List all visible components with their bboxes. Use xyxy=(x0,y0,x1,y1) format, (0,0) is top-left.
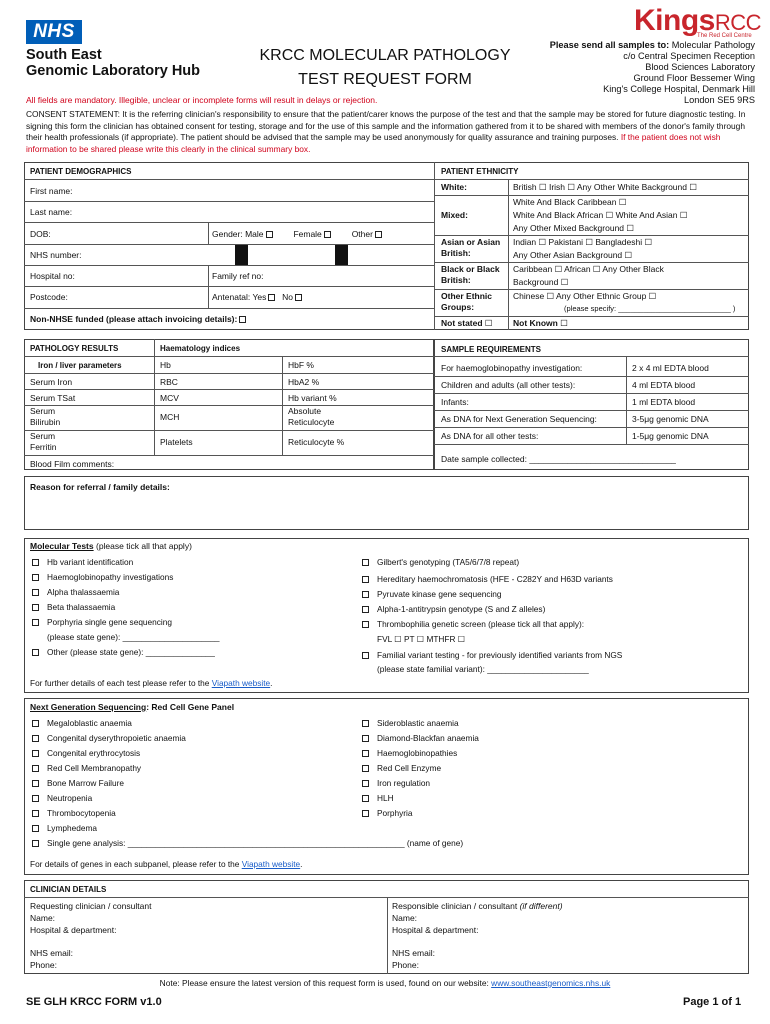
nhs-number-label: NHS number: xyxy=(30,250,82,260)
hbf-label: HbF % xyxy=(288,360,314,370)
address-line: c/o Central Specimen Reception xyxy=(623,51,755,61)
gender-label: Gender: xyxy=(212,229,243,239)
molecular-test-option[interactable]: Thrombophilia genetic screen (please tick all that apply): xyxy=(360,619,584,630)
ethnicity-options[interactable]: Any Other Asian Background ☐ xyxy=(513,250,633,260)
pathology-cell: MCV xyxy=(160,393,179,403)
molecular-further-details: For further details of each test please refer to the Viapath website. xyxy=(30,678,273,688)
familial-variant-input[interactable]: (please state familial variant): ______________________ xyxy=(377,664,589,674)
female-label: Female xyxy=(293,229,322,239)
checkbox[interactable] xyxy=(362,720,369,727)
checkbox[interactable] xyxy=(362,606,369,613)
requesting-hospital-label[interactable]: Hospital & department: xyxy=(30,925,117,935)
title-line-1: KRCC MOLECULAR PATHOLOGY xyxy=(259,47,511,64)
pathology-cell: MCH xyxy=(160,412,180,422)
ngs-title-text: Next Generation Sequencing xyxy=(30,702,147,712)
ngs-panel-option[interactable]: Congenital dyserythropoietic anaemia xyxy=(30,733,186,744)
checkbox[interactable] xyxy=(32,750,39,757)
pathology-cell: RBC xyxy=(160,377,178,387)
molecular-test-option[interactable]: Other (please state gene): _______________ xyxy=(30,647,215,658)
other-checkbox[interactable] xyxy=(375,231,382,238)
ngs-panel-option[interactable]: Diamond-Blackfan anaemia xyxy=(360,733,479,744)
send-address xyxy=(540,40,755,106)
address-line: London SE5 9RS xyxy=(683,95,755,105)
family-ref-label: Family ref no: xyxy=(212,271,264,281)
single-gene-option[interactable]: Single gene analysis: ____________________________________________________________ (name of gene) xyxy=(30,838,463,849)
requesting-email-label[interactable]: NHS email: xyxy=(30,948,73,958)
ethnicity-group-label: Mixed: xyxy=(441,210,468,220)
ethnicity-group-label: Other Ethnic Groups: xyxy=(441,291,493,312)
gender-field xyxy=(212,229,384,240)
female-checkbox[interactable] xyxy=(324,231,331,238)
blood-film-label: Blood Film comments: xyxy=(30,459,115,469)
pathology-cell: Serum Bilirubin xyxy=(30,406,61,427)
checkbox[interactable] xyxy=(32,649,39,656)
male-label: Male xyxy=(245,229,264,239)
form-title xyxy=(230,44,540,92)
ngs-panel-option[interactable]: Sideroblastic anaemia xyxy=(360,718,459,729)
ethnicity-options[interactable]: Background ☐ xyxy=(513,277,569,287)
pathology-cell: HbA2 % xyxy=(288,377,320,387)
address-line: Blood Sciences Laboratory xyxy=(645,62,755,72)
not-stated-option[interactable]: Not stated ☐ xyxy=(441,318,493,328)
ethnicity-options[interactable]: White And Black African ☐ White And Asian ☐ xyxy=(513,210,688,220)
address-line: Ground Floor Bessemer Wing xyxy=(633,73,755,83)
ngs-panel-option[interactable]: Red Cell Membranopathy xyxy=(30,763,141,774)
checkbox[interactable] xyxy=(32,720,39,727)
molecular-title-text: Molecular Tests xyxy=(30,541,94,551)
demographics-header: PATIENT DEMOGRAPHICS xyxy=(30,167,132,176)
last-name-label: Last name: xyxy=(30,207,73,217)
molecular-test-option[interactable]: Gilbert's genotyping (TA5/6/7/8 repeat) xyxy=(360,557,519,568)
molecular-test-option[interactable]: Familial variant testing - for previously identified variants from NGS xyxy=(360,650,622,661)
pathology-cell: Hb variant % xyxy=(288,393,337,403)
requesting-name-label[interactable]: Name: xyxy=(30,913,56,923)
antenatal-label: Antenatal: xyxy=(212,292,251,302)
date-collected-field[interactable]: Date sample collected: _______________________________ xyxy=(441,454,676,464)
ngs-panel-option[interactable]: Iron regulation xyxy=(360,778,430,789)
checkbox[interactable] xyxy=(362,750,369,757)
checkbox[interactable] xyxy=(32,559,39,566)
molecular-test-option[interactable]: Hb variant identification xyxy=(30,557,133,568)
checkbox[interactable] xyxy=(32,840,39,847)
checkbox[interactable] xyxy=(362,810,369,817)
pathology-header: PATHOLOGY RESULTS xyxy=(30,344,119,353)
checkbox[interactable] xyxy=(362,795,369,802)
footer-note: Note: Please ensure the latest version of this request form is used, found on our website: www.southeastgenomics.nhs.uk xyxy=(159,978,611,988)
molecular-test-option[interactable]: Pyruvate kinase gene sequencing xyxy=(360,589,502,600)
send-label: Please send all samples to: xyxy=(549,40,670,50)
non-nhse-checkbox[interactable] xyxy=(239,316,246,323)
responsible-phone-label[interactable]: Phone: xyxy=(392,960,419,970)
molecular-title-suffix: (please tick all that apply) xyxy=(93,541,192,551)
checkbox[interactable] xyxy=(32,780,39,787)
sample-volume: 3-5μg genomic DNA xyxy=(632,414,709,424)
checkbox[interactable] xyxy=(32,795,39,802)
dob-label: DOB: xyxy=(30,229,51,239)
postcode-label: Postcode: xyxy=(30,292,68,302)
molecular-test-option[interactable]: Hereditary haemochromatosis (HFE - C282Y and H63D variants xyxy=(360,574,613,585)
ngs-panel-option[interactable]: Neutropenia xyxy=(30,793,92,804)
ngs-panel-option[interactable]: Porphyria xyxy=(360,808,413,819)
sample-type: Infants: xyxy=(441,397,469,407)
hub-line-2: Genomic Laboratory Hub xyxy=(26,63,201,79)
checkbox[interactable] xyxy=(362,735,369,742)
consent-red-text: If the patient does not wish information to be shared please write this clearly in the clinical summary box. xyxy=(26,132,721,154)
checkbox[interactable] xyxy=(32,825,39,832)
ngs-further-details: For details of genes in each subpanel, please refer to the Viapath website. xyxy=(30,859,303,869)
molecular-test-option[interactable]: Alpha-1-antitrypsin genotype (S and Z alleles) xyxy=(360,604,545,615)
molecular-test-option[interactable]: Haemoglobinopathy investigations xyxy=(30,572,173,583)
sample-type: As DNA for all other tests: xyxy=(441,431,539,441)
yes-label: Yes xyxy=(252,292,267,302)
ethnicity-options[interactable]: British ☐ Irish ☐ Any Other White Background ☐ xyxy=(513,182,697,192)
hb-label: Hb xyxy=(160,360,171,370)
checkbox[interactable] xyxy=(32,735,39,742)
mandatory-note: All fields are mandatory. Illegible, unclear or incomplete forms will result in delays or rejection. xyxy=(26,95,378,105)
thrombophilia-options[interactable]: FVL ☐ PT ☐ MTHFR ☐ xyxy=(377,634,466,644)
ngs-panel-option[interactable]: Bone Marrow Failure xyxy=(30,778,124,789)
checkbox[interactable] xyxy=(32,589,39,596)
page-number: Page 1 of 1 xyxy=(683,996,742,1008)
ethnicity-options[interactable]: Any Other Mixed Background ☐ xyxy=(513,223,635,233)
checkbox[interactable] xyxy=(362,765,369,772)
glh-name xyxy=(26,47,200,79)
checkbox[interactable] xyxy=(32,810,39,817)
molecular-test-option[interactable]: Porphyria single gene sequencing xyxy=(30,617,172,628)
molecular-title xyxy=(30,541,192,552)
checkbox[interactable] xyxy=(362,559,369,566)
molecular-test-option[interactable]: Alpha thalassaemia xyxy=(30,587,119,598)
address-line: King's College Hospital, Denmark Hill xyxy=(603,84,755,94)
nhs-number-separator xyxy=(235,245,248,265)
consent-text: CONSENT STATEMENT: It is the referring clinician's responsibility to ensure that the patient/carer knows the purpose of the test and that the sample may be stored for future diagnostic testing. In signing this form the clinician has obtained consent for testing, storage and for the use of this sample and the information gathered from it to be shared with members of the donor's family through their health professionals (if appropriate). The patient should be advised that the sample may be used anonymously for quality assurance and training purposes. xyxy=(26,109,746,143)
requesting-clinician-label: Requesting clinician / consultant xyxy=(30,901,152,911)
ethnicity-header: PATIENT ETHNICITY xyxy=(441,167,519,176)
checkbox[interactable] xyxy=(362,591,369,598)
sample-volume: 4 ml EDTA blood xyxy=(632,380,696,390)
checkbox[interactable] xyxy=(362,652,369,659)
ngs-title xyxy=(30,702,234,713)
no-label: No xyxy=(282,292,293,302)
non-nhse-label: Non-NHSE funded (please attach invoicing details): xyxy=(30,314,238,324)
checkbox[interactable] xyxy=(32,765,39,772)
haematology-header: Haematology indices xyxy=(160,344,241,353)
sample-volume: 1-5μg genomic DNA xyxy=(632,431,709,441)
non-nhse-field xyxy=(30,314,248,325)
ethnicity-options[interactable]: Chinese ☐ Any Other Ethnic Group ☐ xyxy=(513,291,657,301)
checkbox[interactable] xyxy=(362,780,369,787)
sample-volume: 2 x 4 ml EDTA blood xyxy=(632,363,709,373)
requesting-phone-label[interactable]: Phone: xyxy=(30,960,57,970)
not-known-option[interactable]: Not Known ☐ xyxy=(513,318,568,328)
ngs-panel-option[interactable]: Lymphedema xyxy=(30,823,97,834)
ngs-title-suffix: : Red Cell Gene Panel xyxy=(146,702,235,712)
referral-label: Reason for referral / family details: xyxy=(30,482,170,492)
ngs-panel-option[interactable]: Megaloblastic anaemia xyxy=(30,718,132,729)
checkbox[interactable] xyxy=(32,604,39,611)
ethnicity-options[interactable]: Caribbean ☐ African ☐ Any Other Black xyxy=(513,264,664,274)
nhs-logo: NHS xyxy=(26,20,82,44)
ethnicity-group-label: White: xyxy=(441,182,467,192)
gene-input[interactable]: (please state gene): _____________________ xyxy=(47,632,220,642)
checkbox[interactable] xyxy=(32,619,39,626)
iron-header: Iron / liver parameters xyxy=(38,361,122,370)
sample-type: Children and adults (all other tests): xyxy=(441,380,576,390)
pathology-cell: Platelets xyxy=(160,437,193,447)
ethnicity-options[interactable]: Indian ☐ Pakistani ☐ Bangladeshi ☐ xyxy=(513,237,653,247)
nhs-number-separator xyxy=(335,245,348,265)
consent-statement xyxy=(26,109,753,155)
sample-header: SAMPLE REQUIREMENTS xyxy=(441,345,542,354)
hub-line-1: South East xyxy=(26,47,102,63)
pathology-cell: Reticulocyte % xyxy=(288,437,345,447)
first-name-label: First name: xyxy=(30,186,73,196)
ngs-panel-option[interactable]: Red Cell Enzyme xyxy=(360,763,441,774)
sample-type: As DNA for Next Generation Sequencing: xyxy=(441,414,597,424)
responsible-name-label[interactable]: Name: xyxy=(392,913,418,923)
sample-volume: 1 ml EDTA blood xyxy=(632,397,696,407)
title-line-2: TEST REQUEST FORM xyxy=(298,71,472,88)
viapath-link[interactable]: Viapath website xyxy=(241,859,301,869)
website-link[interactable]: www.southeastgenomics.nhs.uk xyxy=(491,978,611,988)
responsible-hospital-label[interactable]: Hospital & department: xyxy=(392,925,479,935)
ngs-panel-option[interactable]: Haemoglobinopathies xyxy=(360,748,457,759)
checkbox[interactable] xyxy=(362,576,369,583)
responsible-email-label[interactable]: NHS email: xyxy=(392,948,435,958)
checkbox[interactable] xyxy=(362,621,369,628)
kings-brand: Kings xyxy=(634,4,715,37)
antenatal-yes-checkbox[interactable] xyxy=(268,294,275,301)
antenatal-no-checkbox[interactable] xyxy=(295,294,302,301)
other-label: Other xyxy=(351,229,373,239)
ngs-panel-option[interactable]: HLH xyxy=(360,793,394,804)
viapath-link[interactable]: Viapath website xyxy=(211,678,271,688)
checkbox[interactable] xyxy=(32,574,39,581)
sample-type: For haemoglobinopathy investigation: xyxy=(441,363,583,373)
kings-suffix: RCC xyxy=(714,10,762,35)
pathology-cell: Absolute Reticulocyte xyxy=(288,406,335,427)
antenatal-field xyxy=(212,292,304,303)
ethnicity-options[interactable]: White And Black Caribbean ☐ xyxy=(513,197,627,207)
pathology-cell: Serum Ferritin xyxy=(30,431,57,452)
ngs-panel-option[interactable]: Congenital erythrocytosis xyxy=(30,748,140,759)
ngs-panel-option[interactable]: Thrombocytopenia xyxy=(30,808,116,819)
pathology-cell: Serum TSat xyxy=(30,393,76,403)
send-org: Molecular Pathology xyxy=(671,40,755,50)
pathology-cell: Serum Iron xyxy=(30,377,73,387)
form-id: SE GLH KRCC FORM v1.0 xyxy=(26,996,162,1008)
ethnicity-group-label: Black or Black British: xyxy=(441,264,500,285)
clinician-header: CLINICIAN DETAILS xyxy=(30,885,107,894)
hospital-no-label: Hospital no: xyxy=(30,271,75,281)
kings-tagline: The Red Cell Centre xyxy=(697,33,752,39)
molecular-test-option[interactable]: Beta thalassaemia xyxy=(30,602,115,613)
sample-requirements-table xyxy=(434,339,749,470)
responsible-clinician-label: Responsible clinician / consultant (if different) xyxy=(392,901,563,911)
ethnicity-specify[interactable]: (please specify: ___________________________ ) xyxy=(564,304,736,313)
ethnicity-group-label: Asian or Asian British: xyxy=(441,237,501,258)
male-checkbox[interactable] xyxy=(266,231,273,238)
